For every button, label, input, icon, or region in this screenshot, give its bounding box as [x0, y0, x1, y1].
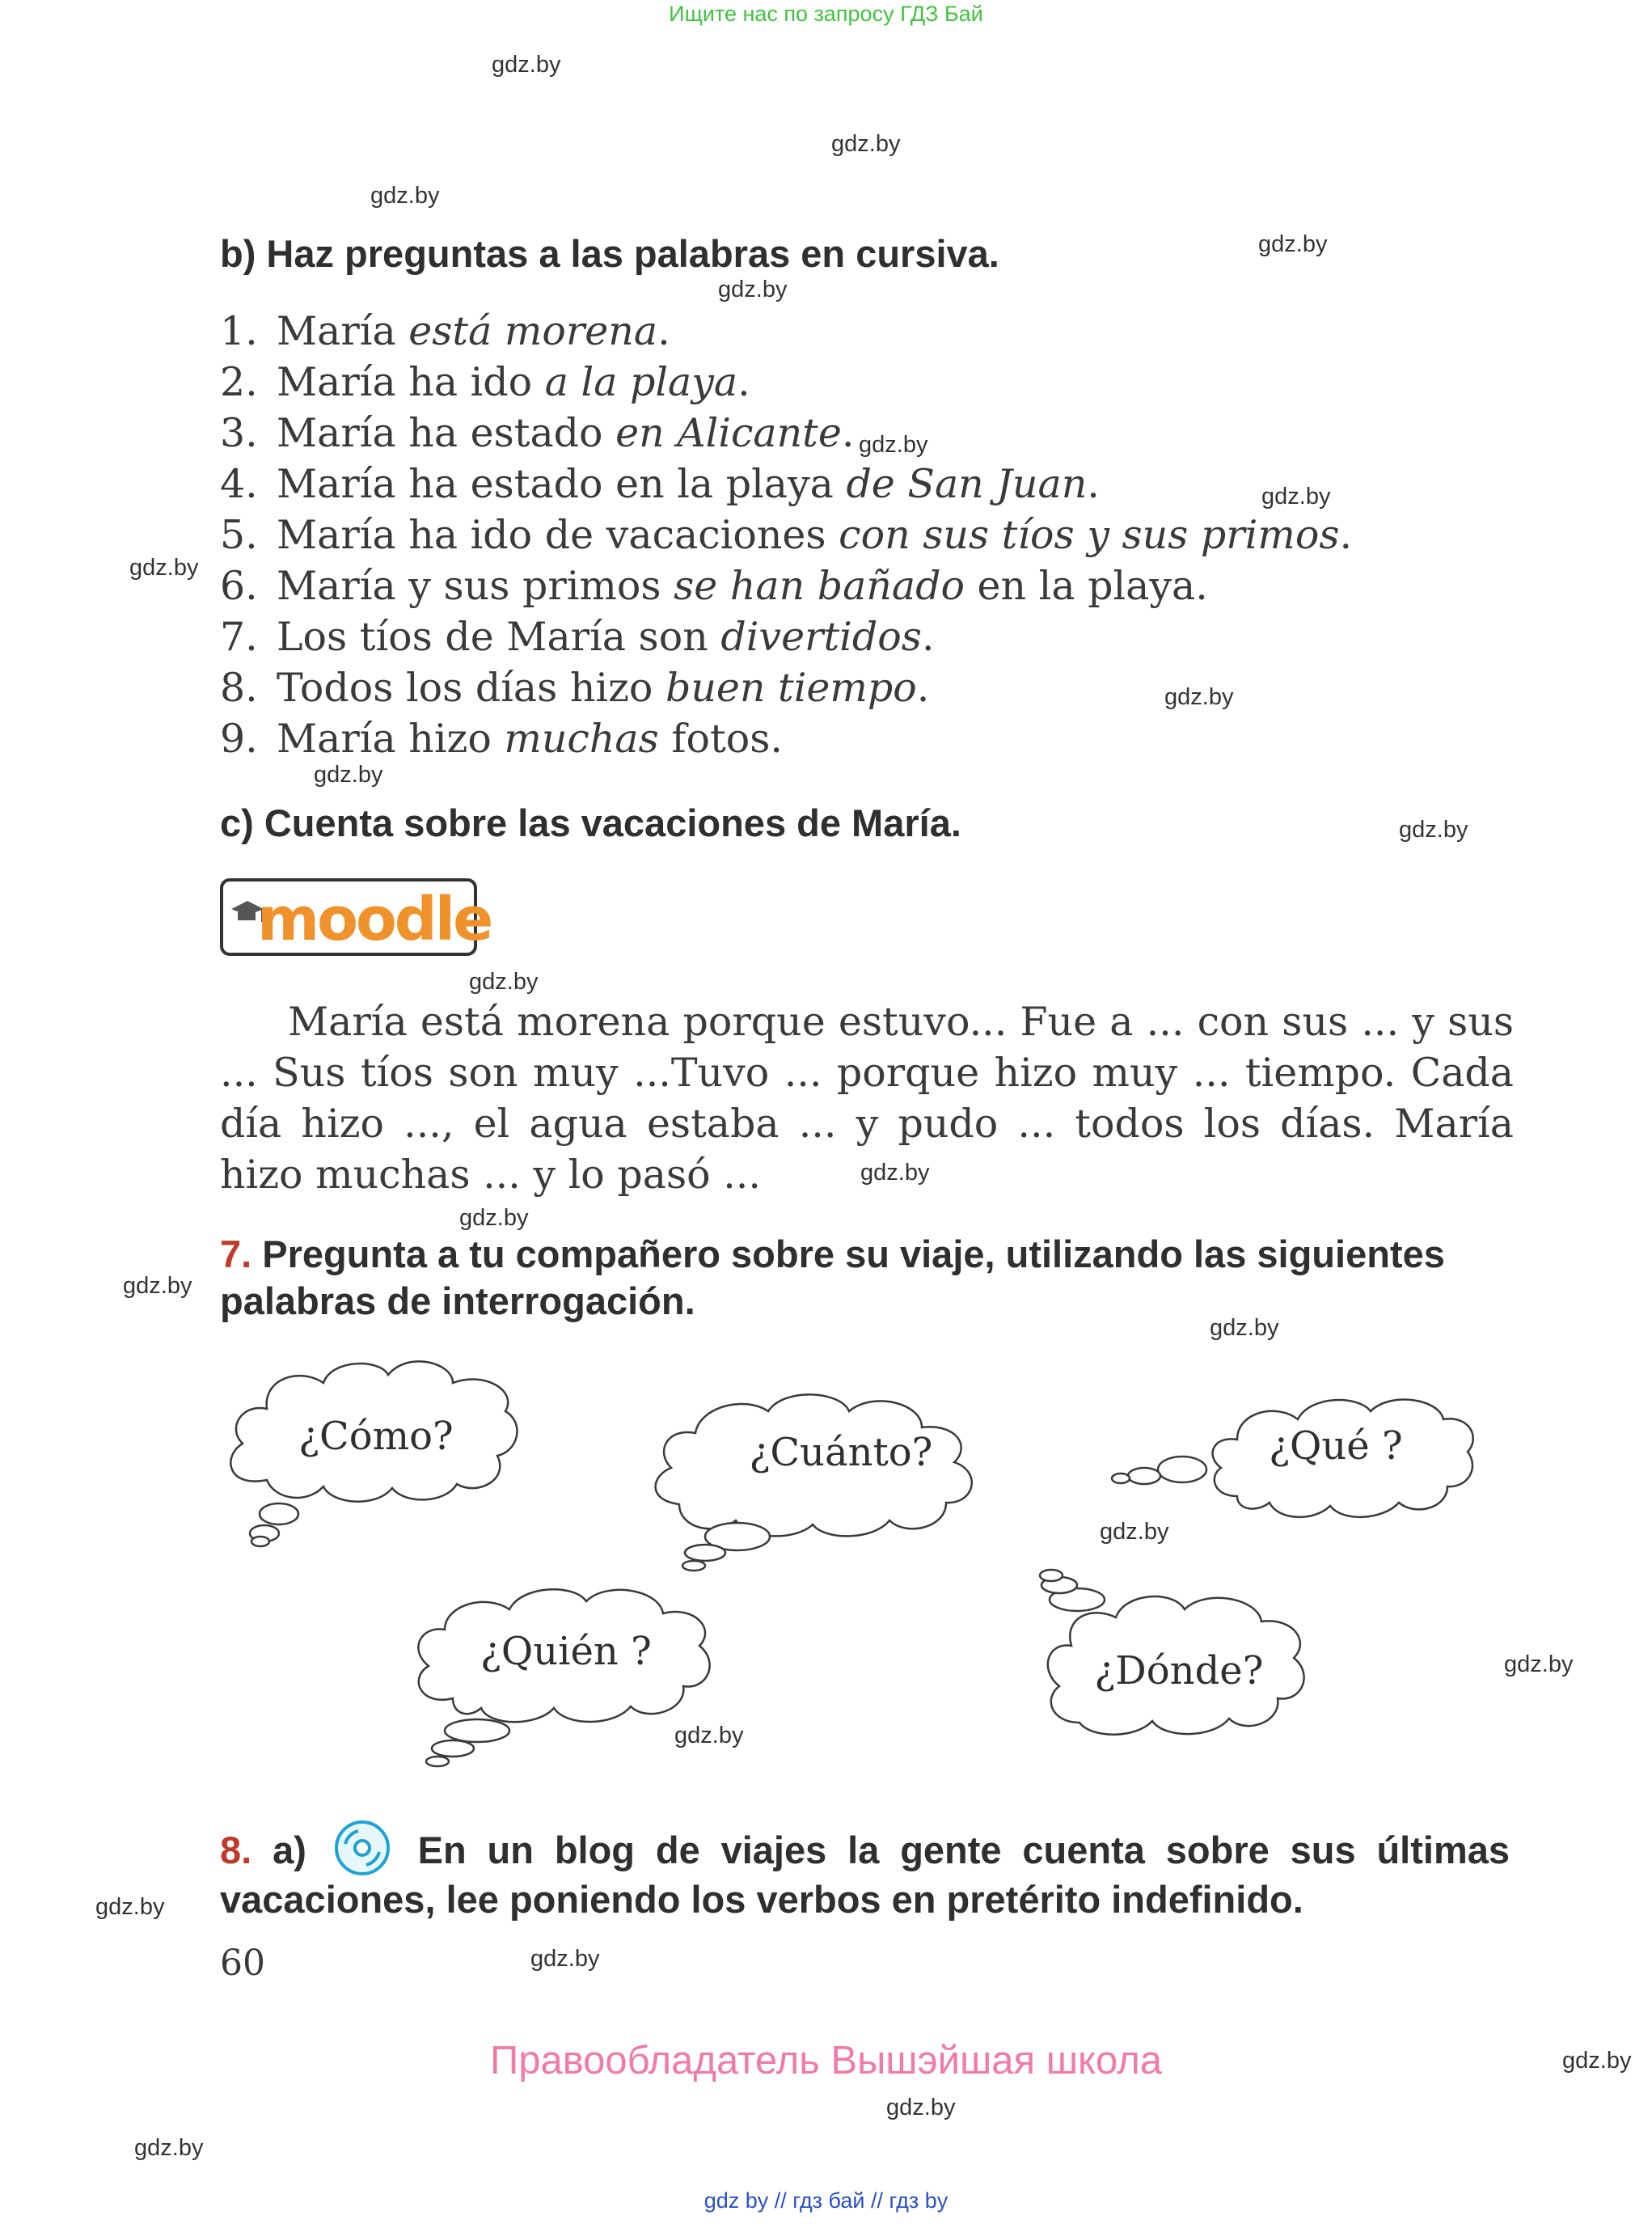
list-item	[220, 611, 1352, 662]
item-italic: divertidos	[720, 614, 922, 660]
list-item	[220, 713, 1352, 764]
item-italic: con sus tíos y sus primos	[839, 512, 1340, 558]
copyright-footer: Правообладатель Вышэйшая школа	[489, 2039, 1163, 2082]
list-item	[220, 560, 1352, 611]
watermark: gdz.by	[859, 432, 928, 458]
section-8	[220, 1820, 1510, 1923]
item-text-end: .	[1087, 461, 1100, 507]
section-c-heading: c) Cuenta sobre las vacaciones de María.	[220, 801, 961, 844]
section-b-heading: b) Haz preguntas a las palabras en cursiva.	[220, 232, 999, 275]
bubble-tail	[1112, 1474, 1130, 1483]
item-number: 5.	[220, 512, 258, 558]
watermark: gdz.by	[1100, 1519, 1169, 1545]
watermark: gdz.by	[1164, 684, 1234, 710]
bubble-tail	[251, 1537, 269, 1546]
list-item	[220, 459, 1352, 509]
bubble-tail	[260, 1503, 298, 1524]
watermark: gdz.by	[459, 1205, 529, 1231]
moodle-logo[interactable]	[220, 878, 492, 956]
item-text-end: .	[1339, 512, 1353, 558]
list-item	[220, 357, 1352, 408]
exercise-number: 8.	[220, 1829, 252, 1871]
watermark: gdz.by	[674, 1723, 744, 1748]
item-text: María	[277, 308, 409, 354]
watermark: gdz.by	[860, 1160, 930, 1186]
item-text: Todos los días hizo	[277, 665, 665, 711]
item-number: 1.	[220, 308, 258, 354]
item-number: 7.	[220, 614, 258, 660]
item-number: 9.	[220, 716, 258, 762]
item-number: 2.	[220, 359, 258, 405]
bubble-tail	[685, 1545, 725, 1561]
item-text: Los tíos de María son	[277, 614, 721, 660]
bubble-que-text: ¿Qué ?	[1269, 1423, 1403, 1469]
item-text-end: .	[737, 359, 750, 405]
item-text: María ha ido de vacaciones	[277, 512, 839, 558]
watermark: gdz.by	[1399, 817, 1468, 843]
bottom-links[interactable]: gdz by // гдз бай // гдз by	[703, 2188, 949, 2213]
page-number: 60	[220, 1943, 265, 1984]
item-text-end: en la playa.	[964, 563, 1208, 609]
watermark: gdz.by	[1258, 231, 1328, 257]
item-text-end: .	[916, 665, 930, 711]
watermark: gdz.by	[886, 2095, 956, 2120]
item-text: María ha ido	[277, 359, 545, 405]
watermark: gdz.by	[314, 762, 383, 788]
list-item	[220, 509, 1352, 560]
exercise-text: Pregunta a tu compañero sobre su viaje, utilizando las siguientes palabras de interrogación.	[220, 1233, 1445, 1322]
bubble-tail	[1040, 1570, 1063, 1581]
bubble-quien-text: ¿Quién ?	[480, 1629, 652, 1674]
question-bubbles	[0, 1326, 1652, 1795]
question-list	[220, 306, 1352, 764]
watermark: gdz.by	[123, 1273, 192, 1299]
item-italic: a la playa	[544, 359, 738, 405]
watermark: gdz.by	[492, 52, 561, 78]
item-text-end: .	[841, 410, 855, 456]
item-text: María ha estado en la playa	[277, 461, 847, 507]
watermark: gdz.by	[1261, 484, 1331, 509]
story-paragraph: María está morena porque estuvo... Fue a ... con sus ... y sus ... Sus tíos son muy ...Tuvo ... porque hizo muy ... tiempo. Cada día hizo ..., el agua estaba ... y pudo ... todos los días. María hizo muchas ... y lo pasó ...	[220, 999, 1514, 1198]
watermark: gdz.by	[134, 2135, 204, 2161]
bubble-tail	[426, 1757, 449, 1766]
moodle-logo-text: moodle	[257, 885, 492, 954]
list-item	[220, 662, 1352, 713]
watermark: gdz.by	[370, 183, 440, 209]
watermark: gdz.by	[718, 277, 788, 302]
top-banner[interactable]: Ищите нас по запросу ГДЗ Бай	[669, 2, 983, 26]
list-item	[220, 408, 1352, 459]
bubble-cuanto-text: ¿Cuánto?	[749, 1430, 933, 1475]
item-italic: de San Juan	[846, 461, 1088, 507]
item-text: María y sus primos	[277, 563, 674, 609]
bubble-tail	[682, 1561, 705, 1571]
bubble-tail	[1128, 1468, 1160, 1484]
item-text-end: .	[657, 308, 670, 354]
section-7-heading	[220, 1231, 1510, 1325]
item-number: 4.	[220, 461, 258, 507]
item-italic: se han bañado	[674, 563, 965, 609]
watermark: gdz.by	[469, 969, 539, 995]
item-italic: en Alicante	[615, 410, 842, 456]
bubble-como-text: ¿Cómo?	[298, 1414, 454, 1459]
watermark: gdz.by	[1562, 2048, 1632, 2074]
bubble-tail	[432, 1740, 474, 1757]
watermark: gdz.by	[95, 1894, 165, 1920]
list-item	[220, 306, 1352, 357]
item-text-end: fotos.	[658, 716, 783, 762]
exercise-number: 7.	[220, 1233, 252, 1275]
item-number: 3.	[220, 410, 258, 456]
item-number: 8.	[220, 665, 258, 711]
item-number: 6.	[220, 563, 258, 609]
item-text: María hizo	[277, 716, 505, 762]
item-italic: buen tiempo	[665, 665, 917, 711]
item-text-end: .	[921, 614, 935, 660]
exercise-part: a)	[273, 1829, 306, 1871]
watermark: gdz.by	[1504, 1651, 1574, 1677]
exercise-text: En un blog de viajes la gente cuenta sobre sus últimas vacaciones, lee poniendo los verbos en pretérito indefinido.	[220, 1829, 1510, 1921]
bubble-donde-text: ¿Dónde?	[1094, 1648, 1264, 1693]
item-italic: muchas	[504, 716, 659, 762]
bubble-tail	[445, 1719, 509, 1742]
watermark: gdz.by	[129, 555, 199, 581]
item-italic: está morena	[408, 308, 658, 354]
watermark: gdz.by	[831, 131, 901, 157]
watermark: gdz.by	[1210, 1315, 1279, 1341]
item-text: María ha estado	[277, 410, 616, 456]
bubble-tail	[1158, 1457, 1206, 1482]
watermark: gdz.by	[530, 1946, 600, 1972]
audio-cd-icon[interactable]	[334, 1820, 391, 1876]
